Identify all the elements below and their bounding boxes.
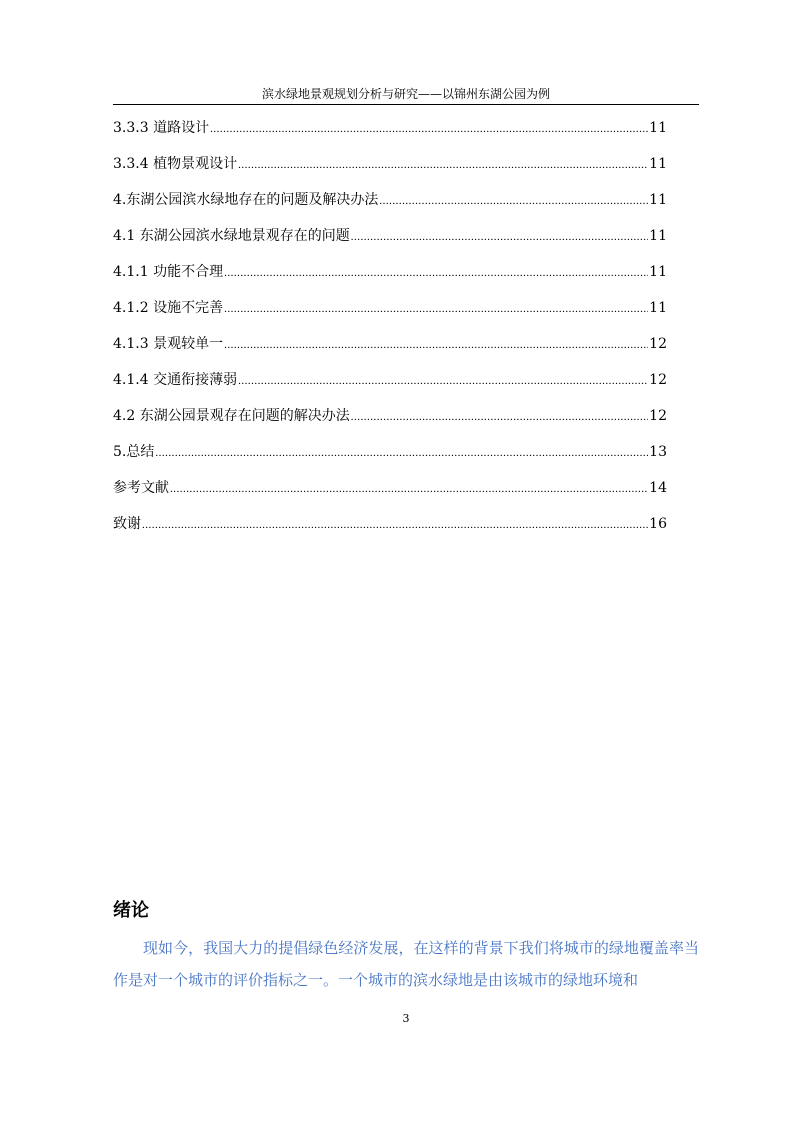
toc-entry-label: 5.总结 <box>113 444 155 460</box>
toc-entry-label: 致谢 <box>113 516 141 532</box>
toc-entry-page: 14 <box>649 480 667 496</box>
toc-entry-label: 4.1.3 景观较单一 <box>113 336 224 352</box>
toc-entry-page: 12 <box>649 336 667 352</box>
toc-entry-label: 4.东湖公园滨水绿地存在的问题及解决办法 <box>113 192 379 208</box>
toc-entry[interactable] <box>113 334 667 370</box>
toc-entry-page: 11 <box>649 264 667 280</box>
toc-entry-page: 16 <box>649 516 667 532</box>
toc-entry[interactable] <box>113 298 667 334</box>
table-of-contents <box>113 118 667 550</box>
toc-leader-dots <box>379 191 648 211</box>
toc-entry-label: 4.1.1 功能不合理 <box>113 264 224 280</box>
section-title: 绪论 <box>113 900 149 921</box>
toc-entry-label: 3.3.4 植物景观设计 <box>113 156 238 172</box>
toc-entry[interactable] <box>113 442 667 478</box>
page-header: 滨水绿地景观规划分析与研究——以锦州东湖公园为例 <box>261 87 550 101</box>
toc-entry-page: 11 <box>649 192 667 208</box>
toc-entry-page: 13 <box>649 444 667 460</box>
toc-entry-label: 4.2 东湖公园景观存在问题的解决办法 <box>113 408 350 424</box>
toc-entry-label: 4.1.4 交通衔接薄弱 <box>113 372 238 388</box>
toc-leader-dots <box>351 227 648 247</box>
toc-entry-page: 12 <box>649 408 667 424</box>
body-paragraph: 现如今，我国大力的提倡绿色经济发展，在这样的背景下我们将城市的绿地覆盖率当作是对一个城市的评价指标之一。一个城市的滨水绿地是由该城市的绿地环境和 <box>113 939 699 989</box>
toc-entry[interactable] <box>113 478 667 514</box>
toc-entry-page: 11 <box>649 228 667 244</box>
toc-entry-page: 11 <box>649 120 667 136</box>
toc-entry-page: 12 <box>649 372 667 388</box>
toc-entry[interactable] <box>113 514 667 550</box>
toc-entry-label: 4.1 东湖公园滨水绿地景观存在的问题 <box>113 228 350 244</box>
toc-leader-dots <box>224 299 648 319</box>
toc-leader-dots <box>238 155 648 175</box>
toc-leader-dots <box>224 263 648 283</box>
toc-entry[interactable] <box>113 118 667 154</box>
header-rule <box>113 104 699 105</box>
toc-entry-page: 11 <box>649 300 667 316</box>
page-number: 3 <box>402 1012 410 1025</box>
toc-entry-label: 参考文献 <box>113 480 169 496</box>
toc-leader-dots <box>224 335 648 355</box>
toc-entry[interactable] <box>113 406 667 442</box>
toc-entry-label: 4.1.2 设施不完善 <box>113 300 224 316</box>
toc-leader-dots <box>142 515 648 535</box>
toc-entry[interactable] <box>113 370 667 406</box>
toc-leader-dots <box>210 119 648 139</box>
toc-entry[interactable] <box>113 262 667 298</box>
toc-entry[interactable] <box>113 154 667 190</box>
toc-entry[interactable] <box>113 190 667 226</box>
toc-leader-dots <box>170 479 648 499</box>
toc-entry[interactable] <box>113 226 667 262</box>
toc-leader-dots <box>238 371 648 391</box>
toc-leader-dots <box>351 407 648 427</box>
toc-entry-page: 11 <box>649 156 667 172</box>
toc-entry-label: 3.3.3 道路设计 <box>113 120 210 136</box>
toc-leader-dots <box>155 443 648 463</box>
